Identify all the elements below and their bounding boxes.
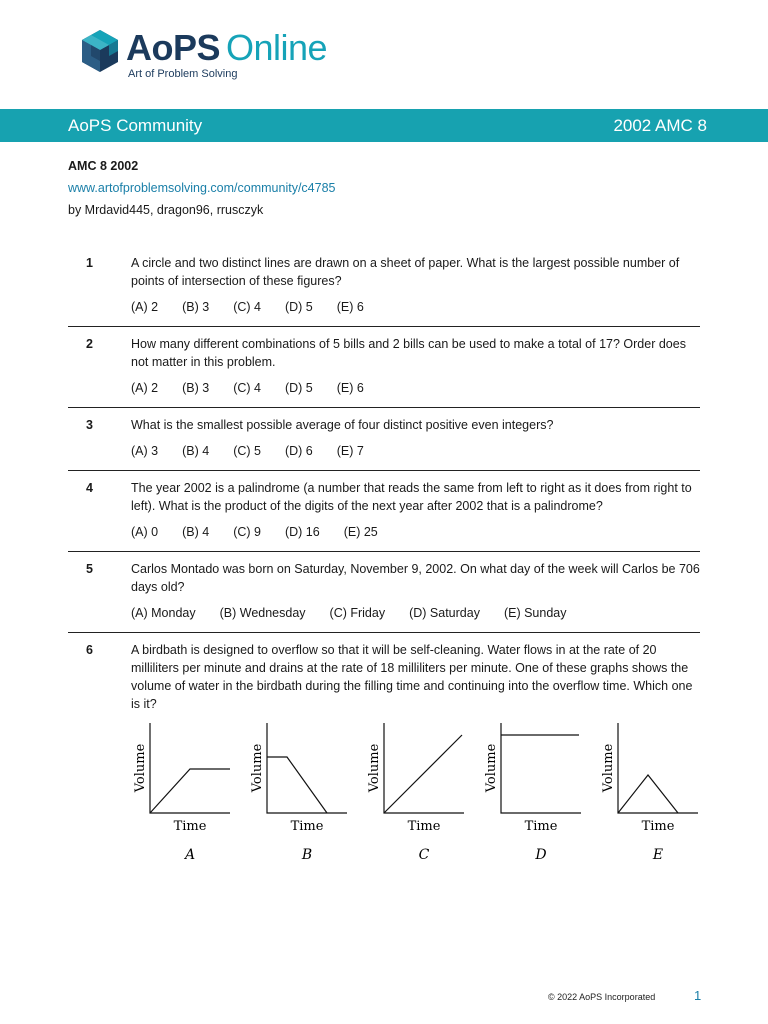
answer-choice: (B) Wednesday bbox=[219, 606, 306, 620]
graph-e bbox=[601, 723, 698, 863]
banner-contest: 2002 AMC 8 bbox=[613, 116, 707, 135]
answer-choice: (A) 3 bbox=[131, 444, 159, 458]
graph-label: D bbox=[535, 847, 547, 863]
answer-choice: (D) 5 bbox=[284, 300, 313, 314]
answer-choice: (B) 3 bbox=[182, 381, 210, 395]
header-banner bbox=[0, 109, 768, 142]
answer-choice: (C) 4 bbox=[233, 300, 261, 314]
answer-choice: (E) 6 bbox=[336, 381, 364, 395]
graph-b bbox=[250, 723, 347, 863]
graph-ylabel: Volume bbox=[484, 743, 499, 793]
graph-axes bbox=[501, 723, 581, 813]
graph-d bbox=[484, 723, 581, 863]
answer-choice: (E) 25 bbox=[343, 525, 378, 539]
graph-label: E bbox=[652, 847, 664, 863]
graph-label: B bbox=[301, 847, 313, 863]
problem-3 bbox=[68, 416, 700, 471]
graph-xlabel: Time bbox=[407, 819, 441, 834]
graph-curve bbox=[267, 757, 327, 813]
problem-number: 4 bbox=[86, 481, 93, 495]
problem-number: 6 bbox=[86, 643, 93, 657]
answer-choice: (A) 2 bbox=[131, 381, 159, 395]
graph-ylabel: Volume bbox=[601, 743, 616, 793]
answer-choice: (B) 3 bbox=[182, 300, 210, 314]
problem-4 bbox=[68, 479, 700, 552]
graph-xlabel: Time bbox=[173, 819, 207, 834]
answer-choices bbox=[131, 442, 700, 460]
answer-choice: (A) Monday bbox=[131, 606, 196, 620]
answer-choices bbox=[131, 379, 700, 397]
page-number: 1 bbox=[694, 988, 702, 1003]
answer-choice: (B) 4 bbox=[182, 444, 210, 458]
answer-choice: (C) 5 bbox=[233, 444, 261, 458]
problem-number: 3 bbox=[86, 418, 93, 432]
birdbath-graphs bbox=[130, 715, 730, 875]
graph-ylabel: Volume bbox=[250, 743, 265, 793]
graph-curve bbox=[150, 769, 230, 813]
graph-xlabel: Time bbox=[524, 819, 558, 834]
answer-choice: (D) 5 bbox=[284, 381, 313, 395]
answer-choice: (D) Saturday bbox=[409, 606, 480, 620]
graph-axes bbox=[618, 723, 698, 813]
document-meta bbox=[68, 155, 335, 221]
banner-community: AoPS Community bbox=[68, 116, 203, 135]
graph-curve bbox=[384, 735, 462, 813]
answer-choice: (C) Friday bbox=[329, 606, 386, 620]
problem-2 bbox=[68, 335, 700, 408]
problem-1 bbox=[68, 254, 700, 327]
problem-number: 2 bbox=[86, 337, 93, 351]
graph-c bbox=[367, 723, 464, 863]
answer-choice: (D) 6 bbox=[284, 444, 313, 458]
answer-choice: (E) 7 bbox=[336, 444, 364, 458]
answer-choice: (A) 2 bbox=[131, 300, 159, 314]
problem-text: A circle and two distinct lines are drawn on a sheet of paper. What is the largest possible number of points of intersection of these figures? bbox=[131, 256, 680, 288]
problem-text: The year 2002 is a palindrome (a number that reads the same from left to right as it does from right to left). What is the product of the digits of the next year after 2002 that is a palindrome? bbox=[131, 481, 692, 513]
answer-choice: (B) 4 bbox=[182, 525, 210, 539]
answer-choice: (C) 9 bbox=[233, 525, 261, 539]
problem-text: A birdbath is designed to overflow so that it will be self-cleaning. Water flows in at the rate of 20 milliliters per minute and drains at the rate of 18 milliliters per minute. One of these graphs shows the volume of water in the birdbath during the filling time and continuing into the overflow time. Which one is it? bbox=[131, 643, 693, 711]
graph-label: C bbox=[418, 847, 430, 863]
logo-wordmark: AoPS Online bbox=[126, 27, 328, 68]
graph-a bbox=[133, 723, 230, 863]
graph-xlabel: Time bbox=[290, 819, 324, 834]
problem-5 bbox=[68, 560, 700, 633]
graph-ylabel: Volume bbox=[133, 743, 148, 793]
problem-number: 5 bbox=[86, 562, 93, 576]
answer-choice: (E) 6 bbox=[336, 300, 364, 314]
answer-choices bbox=[131, 523, 700, 541]
answer-choice: (C) 4 bbox=[233, 381, 261, 395]
problem-number: 1 bbox=[86, 256, 93, 270]
document-title: AMC 8 2002 bbox=[68, 159, 139, 173]
answer-choices bbox=[131, 604, 700, 622]
answer-choice: (D) 16 bbox=[284, 525, 320, 539]
problem-text: How many different combinations of 5 bills and 2 bills can be used to make a total of 17? Order does not matter in this problem. bbox=[131, 337, 686, 369]
graph-axes bbox=[384, 723, 464, 813]
authors: by Mrdavid445, dragon96, rrusczyk bbox=[68, 203, 264, 217]
cube-logo-icon bbox=[80, 28, 120, 74]
graph-curve bbox=[618, 775, 678, 813]
problem-text: What is the smallest possible average of four distinct positive even integers? bbox=[131, 418, 554, 432]
problem-list bbox=[68, 254, 700, 739]
community-link[interactable]: www.artofproblemsolving.com/community/c4785 bbox=[68, 181, 336, 195]
answer-choice: (E) Sunday bbox=[503, 606, 567, 620]
problem-text: Carlos Montado was born on Saturday, November 9, 2002. On what day of the week will Carlos be 706 days old? bbox=[131, 562, 700, 594]
graph-label: A bbox=[184, 847, 196, 863]
graph-xlabel: Time bbox=[641, 819, 675, 834]
logo-tagline: Art of Problem Solving bbox=[128, 68, 238, 80]
aops-logo bbox=[80, 26, 340, 84]
answer-choice: (A) 0 bbox=[131, 525, 159, 539]
answer-choices bbox=[131, 298, 700, 316]
footer-copyright: © 2022 AoPS Incorporated bbox=[548, 992, 656, 1002]
graph-ylabel: Volume bbox=[367, 743, 382, 793]
graph-axes bbox=[267, 723, 347, 813]
